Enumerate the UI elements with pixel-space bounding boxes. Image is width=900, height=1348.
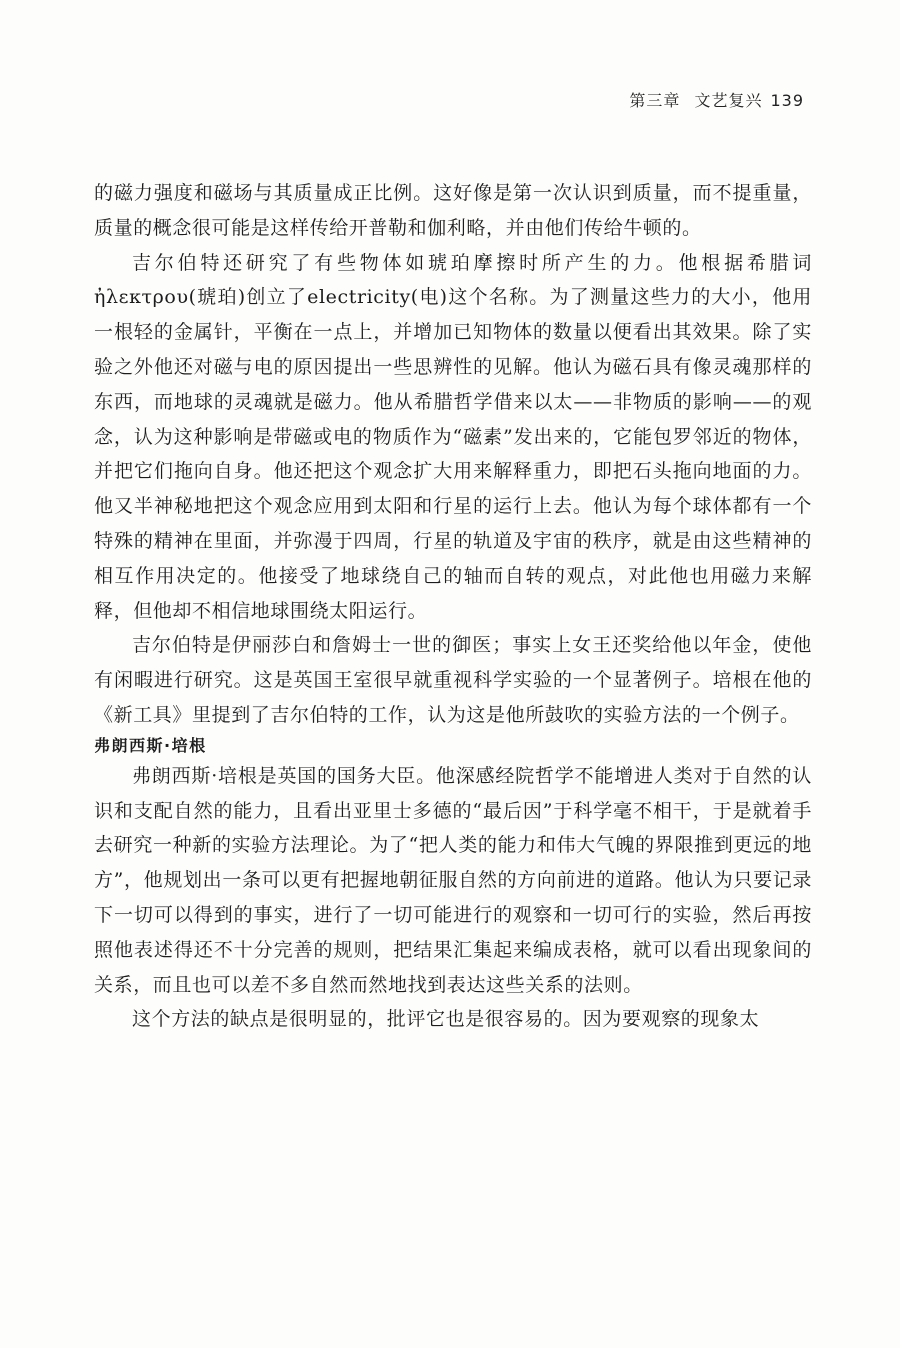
paragraph: 弗朗西斯·培根是英国的国务大臣。他深感经院哲学不能增进人类对于自然的认识和支配自然的能力，且看出亚里士多德的“最后因”于科学毫不相干，于是就着手去研究一种新的实验方法理论。为了“把人类的能力和伟大气魄的界限推到更远的地方”，他规划出一条可以更有把握地朝征服自然的方向前进的道路。他认为只要记录下一切可以得到的事实，进行了一切可能进行的观察和一切可行的实验，然后再按照他表述得还不十分完善的规则，把结果汇集起来编成表格，就可以看出现象间的关系，而且也可以差不多自然而然地找到表达这些关系的法则。 — [94, 764, 812, 996]
paragraph: 吉尔伯特是伊丽莎白和詹姆士一世的御医；事实上女王还奖给他以年金，使他有闲暇进行研究。这是英国王室很早就重视科学实验的一个显著例子。培根在他的《新工具》里提到了吉尔伯特的工作，认为这是他所鼓吹的实验方法的一个例子。 — [94, 634, 812, 726]
paragraph: 吉尔伯特还研究了有些物体如琥珀摩擦时所产生的力。他根据希腊词ἠλεκτρου(琥珀)创立了electricity(电)这个名称。为了测量这些力的大小，他用一根轻的金属针，平衡在一点上，并增加已知物体的数量以便看出其效果。除了实验之外他还对磁与电的原因提出一些思辨性的见解。他认为磁石具有像灵魂那样的东西，而地球的灵魂就是磁力。他从希腊哲学借来以太——非物质的影响——的观念，认为这种影响是带磁或电的物质作为“磁素”发出来的，它能包罗邻近的物体，并把它们拖向自身。他还把这个观念扩大用来解释重力，即把石头拖向地面的力。他又半神秘地把这个观念应用到太阳和行星的运行上去。他认为每个球体都有一个特殊的精神在里面，并弥漫于四周，行星的轨道及宇宙的秩序，就是由这些精神的相互作用决定的。他接受了地球绕自己的轴而自转的观点，对此他也用磁力来解释，但他却不相信地球围绕太阳运行。 — [94, 251, 812, 622]
paragraph: 这个方法的缺点是很明显的，批评它也是很容易的。因为要观察的现象太 — [132, 1008, 760, 1031]
paragraph-continued: 的磁力强度和磁场与其质量成正比例。这好像是第一次认识到质量，而不提重量，质量的概念很可能是这样传给开普勒和伽利略，并由他们传给牛顿的。 — [94, 182, 812, 239]
chapter-title: 文艺复兴 — [694, 91, 763, 110]
running-header — [629, 88, 804, 111]
body-text — [94, 176, 812, 1037]
page-number: 139 — [770, 91, 804, 110]
chapter-label: 第三章 — [629, 91, 681, 110]
section-heading: 弗朗西斯·培根 — [94, 735, 207, 755]
